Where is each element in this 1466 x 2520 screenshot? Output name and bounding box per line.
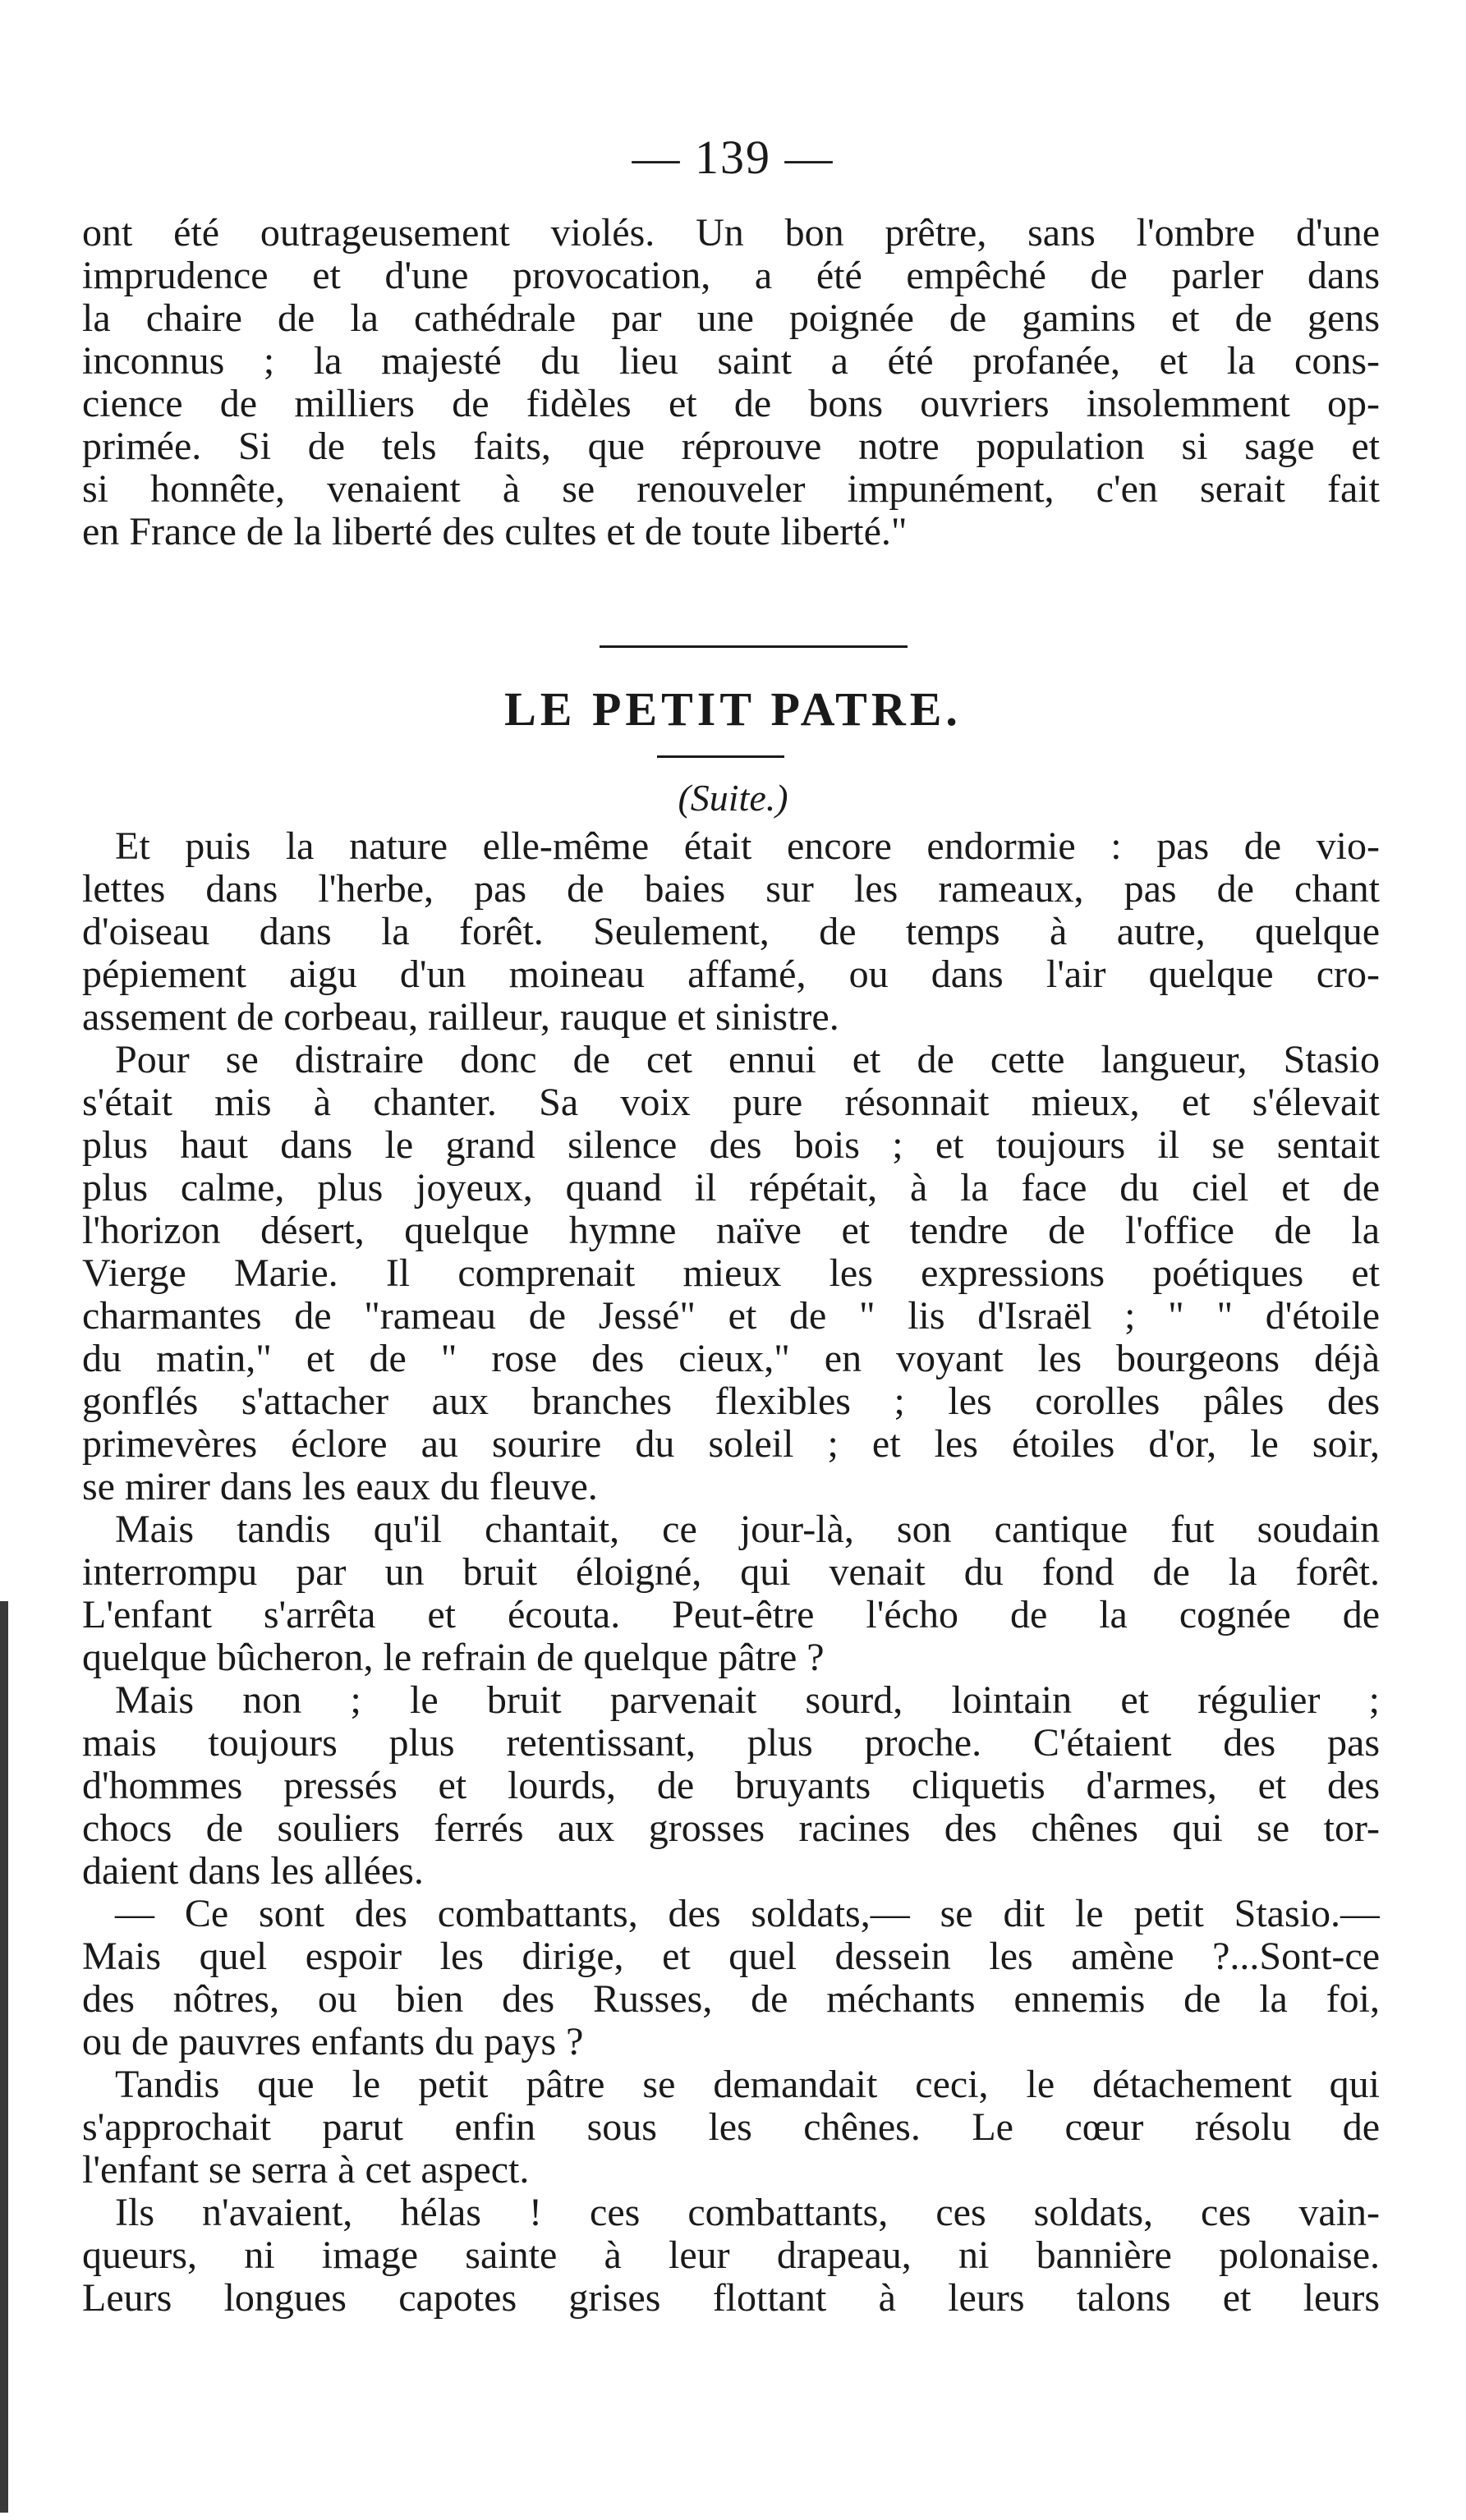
text-line: la chaire de la cathédrale par une poignée de gamins et de gens bbox=[82, 297, 1380, 340]
section-title: LE PETIT PATRE. bbox=[504, 682, 962, 736]
text-line: si honnête, venaient à se renouveler impunément, c'en serait fait bbox=[82, 468, 1380, 511]
section-divider bbox=[600, 645, 908, 648]
text-line: d'oiseau dans la forêt. Seulement, de temps à autre, quelque bbox=[82, 911, 1380, 953]
text-line: lettes dans l'herbe, pas de baies sur les rameaux, pas de chant bbox=[82, 868, 1380, 911]
text-line: en France de la liberté des cultes et de toute liberté." bbox=[82, 511, 908, 553]
text-line: imprudence et d'une provocation, a été empêché de parler dans bbox=[82, 255, 1380, 297]
text-line: plus haut dans le grand silence des bois ; et toujours il se sentait bbox=[82, 1124, 1380, 1167]
text-line: quelque bûcheron, le refrain de quelque pâtre ? bbox=[82, 1636, 825, 1679]
text-line: assement de corbeau, railleur, rauque et sinistre. bbox=[82, 996, 839, 1039]
text-line: l'enfant se serra à cet aspect. bbox=[82, 2149, 530, 2192]
text-line: — Ce sont des combattants, des soldats,— se dit le petit Stasio.— bbox=[115, 1893, 1380, 1935]
text-line: gonflés s'attacher aux branches flexibles ; les corolles pâles des bbox=[82, 1380, 1380, 1423]
page-number: — 139 — bbox=[632, 131, 834, 184]
section-subtitle: (Suite.) bbox=[678, 777, 788, 819]
text-line: ou de pauvres enfants du pays ? bbox=[82, 2021, 584, 2063]
text-line: daient dans les allées. bbox=[82, 1850, 424, 1893]
text-line: d'hommes pressés et lourds, de bruyants cliquetis d'armes, et des bbox=[82, 1765, 1380, 1807]
text-line: inconnus ; la majesté du lieu saint a été profanée, et la cons- bbox=[82, 340, 1380, 383]
text-line: L'enfant s'arrêta et écouta. Peut-être l'écho de la cognée de bbox=[82, 1594, 1380, 1636]
text-line: plus calme, plus joyeux, quand il répétait, à la face du ciel et de bbox=[82, 1167, 1380, 1210]
text-line: queurs, ni image sainte à leur drapeau, ni bannière polonaise. bbox=[82, 2234, 1380, 2277]
text-line: ont été outrageusement violés. Un bon prêtre, sans l'ombre d'une bbox=[82, 212, 1380, 255]
text-line: se mirer dans les eaux du fleuve. bbox=[82, 1466, 598, 1508]
text-line: Tandis que le petit pâtre se demandait ceci, le détachement qui bbox=[115, 2063, 1380, 2106]
text-line: s'était mis à chanter. Sa voix pure résonnait mieux, et s'élevait bbox=[82, 1081, 1380, 1124]
text-line: primevères éclore au sourire du soleil ; et les étoiles d'or, le soir, bbox=[82, 1423, 1380, 1466]
text-line: cience de milliers de fidèles et de bons ouvriers insolemment op- bbox=[82, 383, 1380, 425]
text-line: s'approchait parut enfin sous les chênes. Le cœur résolu de bbox=[82, 2106, 1380, 2149]
text-line: Vierge Marie. Il comprenait mieux les expressions poétiques et bbox=[82, 1252, 1380, 1295]
text-line: interrompu par un bruit éloigné, qui venait du fond de la forêt. bbox=[82, 1551, 1380, 1594]
scan-margin-edge bbox=[0, 1601, 8, 2513]
text-line: Mais non ; le bruit parvenait sourd, lointain et régulier ; bbox=[115, 1679, 1380, 1722]
text-line: mais toujours plus retentissant, plus proche. C'étaient des pas bbox=[82, 1722, 1380, 1765]
text-line: pépiement aigu d'un moineau affamé, ou dans l'air quelque cro- bbox=[82, 953, 1380, 996]
text-line: Et puis la nature elle-même était encore endormie : pas de vio- bbox=[115, 825, 1380, 868]
text-line: primée. Si de tels faits, que réprouve notre population si sage et bbox=[82, 425, 1380, 468]
text-line: des nôtres, ou bien des Russes, de méchants ennemis de la foi, bbox=[82, 1978, 1380, 2021]
text-line: Pour se distraire donc de cet ennui et de cette langueur, Stasio bbox=[115, 1039, 1380, 1081]
text-line: Mais tandis qu'il chantait, ce jour-là, son cantique fut soudain bbox=[115, 1508, 1380, 1551]
title-underline bbox=[657, 755, 784, 758]
text-line: l'horizon désert, quelque hymne naïve et tendre de l'office de la bbox=[82, 1210, 1380, 1252]
story-body bbox=[82, 825, 1380, 2320]
text-line: du matin," et de " rose des cieux," en voyant les bourgeons déjà bbox=[82, 1338, 1380, 1380]
text-line: chocs de souliers ferrés aux grosses racines des chênes qui se tor- bbox=[82, 1807, 1380, 1850]
text-line: Ils n'avaient, hélas ! ces combattants, ces soldats, ces vain- bbox=[115, 2192, 1380, 2234]
intro-paragraph bbox=[82, 212, 1380, 553]
text-line: charmantes de "rameau de Jessé" et de " lis d'Israël ; " " d'étoile bbox=[82, 1295, 1380, 1338]
text-line: Mais quel espoir les dirige, et quel dessein les amène ?...Sont-ce bbox=[82, 1935, 1380, 1978]
text-line: Leurs longues capotes grises flottant à leurs talons et leurs bbox=[82, 2277, 1380, 2320]
